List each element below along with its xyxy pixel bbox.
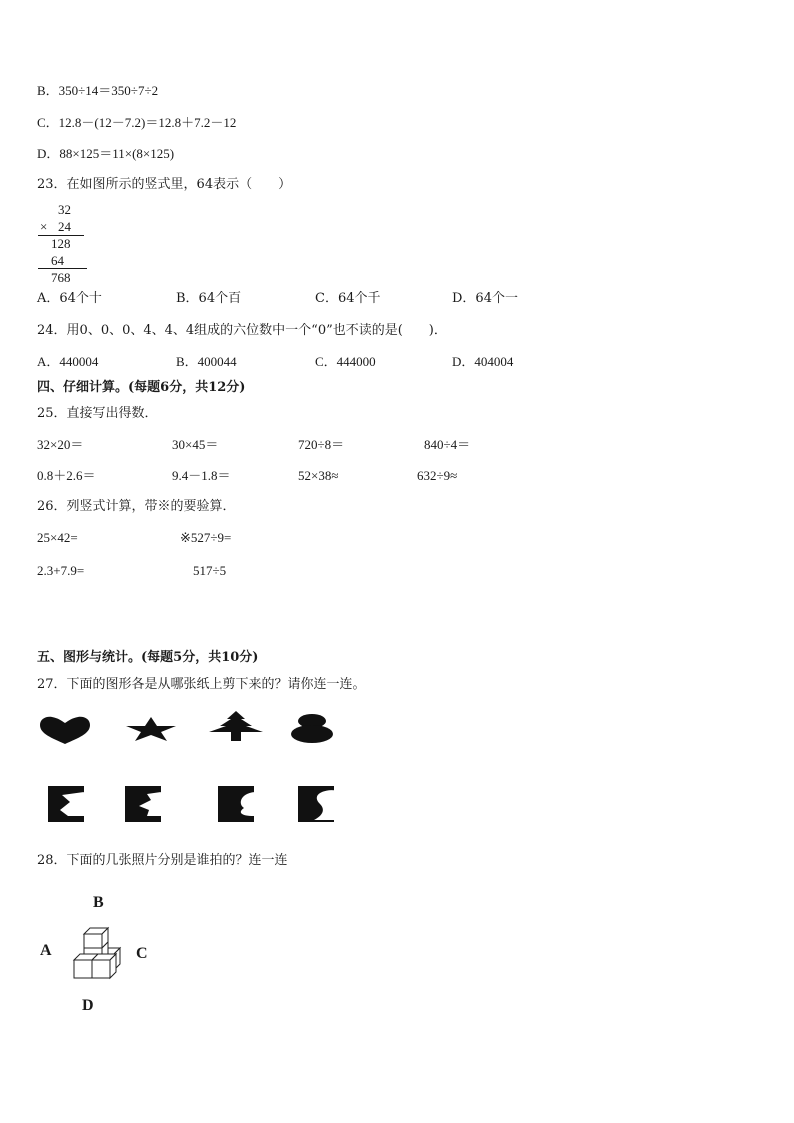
vertical-operator: ×	[40, 219, 48, 234]
q25-item: 52×38≈	[298, 468, 339, 483]
vertical-multiplier: 24	[58, 219, 71, 234]
q22-option-c: C．12.8－(12－7.2)＝12.8＋7.2－12	[37, 115, 237, 130]
q25-item: 30×45＝	[172, 437, 219, 452]
cutout-paper-1-icon[interactable]	[48, 786, 84, 822]
section-4-heading: 四、仔细计算。(每题6分，共12分)	[37, 380, 246, 395]
q25-question: 25．直接写出得数．	[37, 406, 158, 421]
q28-question: 28．下面的几张照片分别是谁拍的？连一连	[37, 853, 288, 868]
q26-item: 25×42=	[37, 530, 78, 545]
q25-item: 632÷9≈	[417, 468, 458, 483]
q26-question: 26．列竖式计算，带※的要验算．	[37, 499, 236, 514]
q24-option-b: B．400044	[176, 354, 237, 369]
q25-item: 32×20＝	[37, 437, 84, 452]
vertical-rule-2	[38, 268, 87, 269]
vertical-partial-2: 64	[51, 253, 64, 268]
q23-option-c: C．64个千	[315, 291, 381, 306]
q25-item: 9.4－1.8＝	[172, 468, 231, 483]
q26-item: ※527÷9=	[180, 530, 232, 545]
tree-shape-icon[interactable]	[208, 711, 264, 742]
q22-option-d: D．88×125＝11×(8×125)	[37, 146, 175, 161]
cutout-paper-2-icon[interactable]	[125, 786, 161, 822]
q26-item: 517÷5	[193, 563, 227, 578]
vertical-partial-1: 128	[51, 236, 71, 251]
viewer-label-b[interactable]: B	[93, 894, 104, 911]
q22-option-b: B．350÷14＝350÷7÷2	[37, 83, 159, 98]
q25-item: 720÷8＝	[298, 437, 345, 452]
viewer-label-d[interactable]: D	[82, 997, 94, 1014]
cutout-paper-3-icon[interactable]	[218, 786, 254, 822]
vertical-result: 768	[51, 270, 71, 285]
q25-item: 840÷4＝	[424, 437, 471, 452]
q24-question: 24．用0、0、0、4、4、4组成的六位数中一个“0”也不读的是( )．	[37, 323, 447, 338]
q27-question: 27．下面的图形各是从哪张纸上剪下来的？请你连一连。	[37, 677, 366, 692]
q23-option-b: B．64个百	[176, 291, 242, 306]
heart-shape-icon[interactable]	[38, 716, 92, 746]
q24-option-c: C．444000	[315, 354, 376, 369]
q24-option-d: D．404004	[452, 354, 514, 369]
vertical-multiplicand: 32	[58, 202, 71, 217]
q25-item: 0.8＋2.6＝	[37, 468, 96, 483]
q23-question: 23．在如图所示的竖式里，64表示（ ）	[37, 177, 292, 192]
q26-item: 2.3+7.9=	[37, 563, 85, 578]
viewer-label-a[interactable]: A	[40, 942, 52, 959]
q24-option-a: A．440004	[37, 354, 99, 369]
star-shape-icon[interactable]	[125, 716, 177, 742]
viewer-label-c[interactable]: C	[136, 945, 148, 962]
cutout-paper-4-icon[interactable]	[298, 786, 334, 822]
q23-option-d: D．64个一	[452, 291, 518, 306]
q23-option-a: A．64个十	[37, 291, 102, 306]
mushroom-shape-icon[interactable]	[290, 714, 336, 744]
section-5-heading: 五、图形与统计。(每题5分，共10分)	[37, 650, 259, 665]
cube-stack-icon	[70, 926, 122, 982]
